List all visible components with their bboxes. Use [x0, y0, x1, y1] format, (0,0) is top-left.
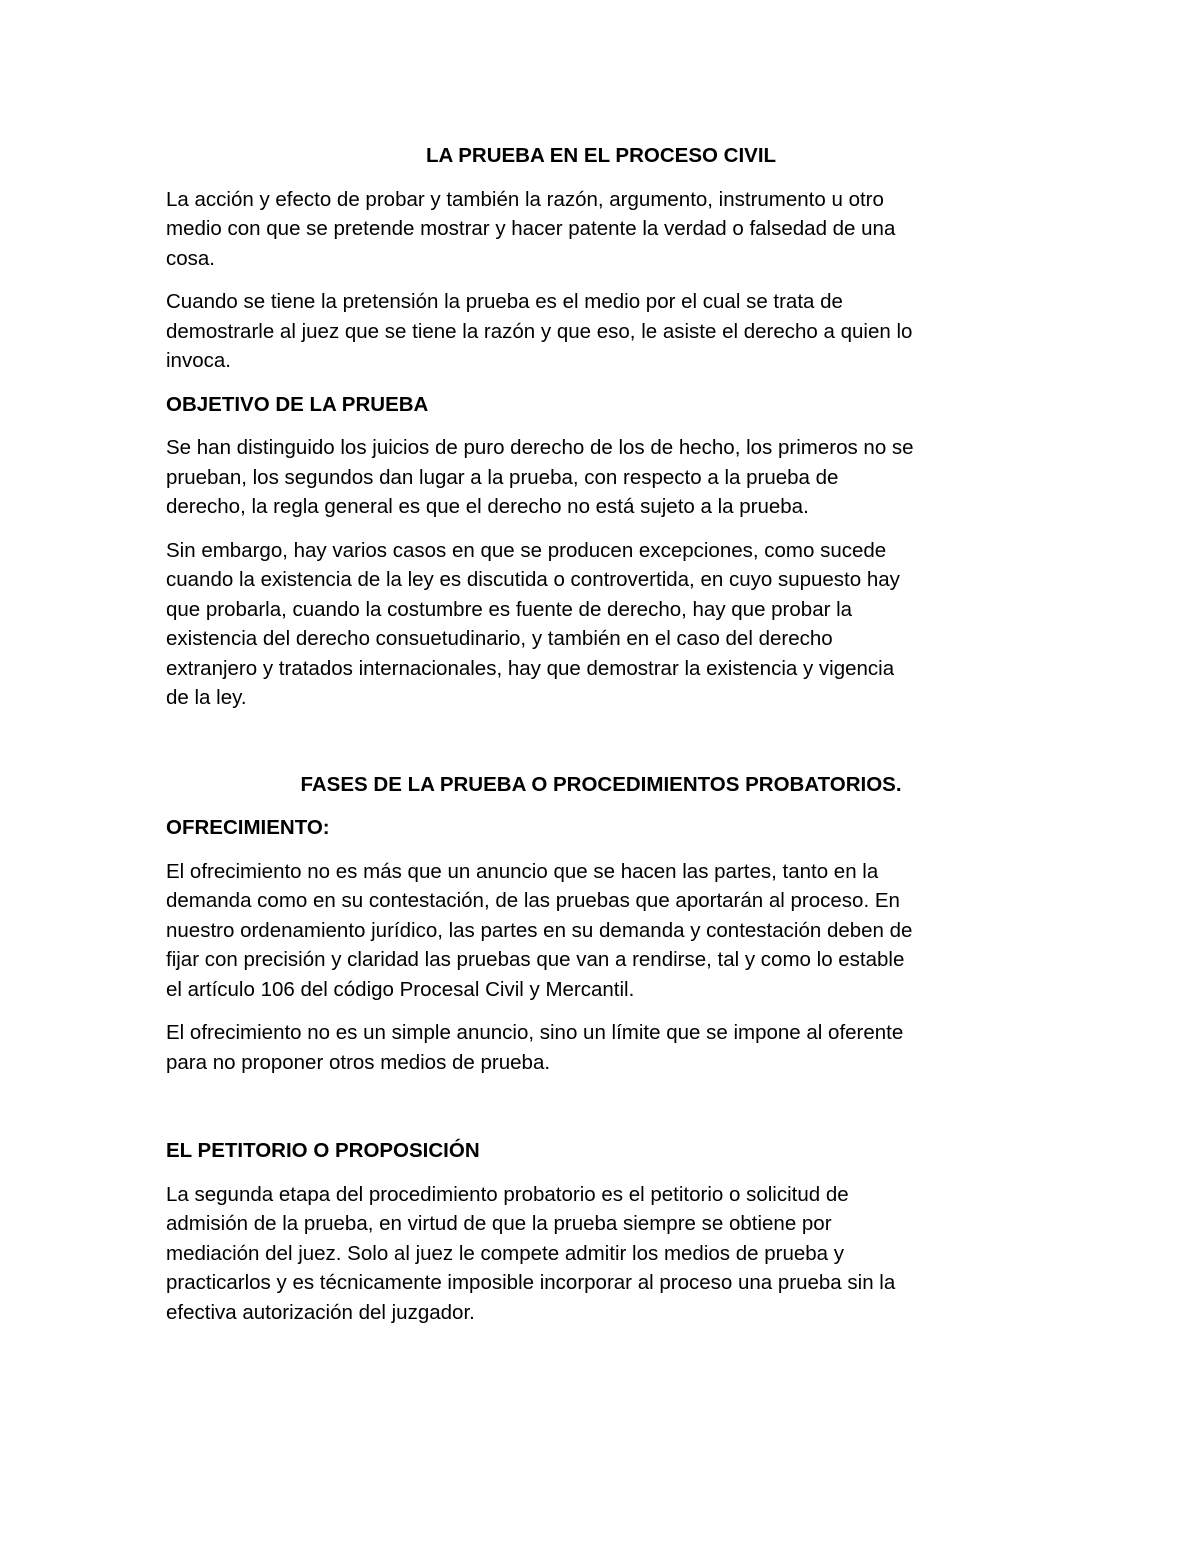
ofrecimiento-paragraph-2: [166, 1018, 1036, 1077]
text-line: mediación del juez. Solo al juez le compete admitir los medios de prueba y: [166, 1241, 845, 1265]
ofrecimiento-paragraph-1: [166, 857, 1036, 1005]
text-line: cuando la existencia de la ley es discutida o controvertida, en cuyo supuesto hay: [166, 568, 900, 591]
text-line: efectiva autorización del juzgador.: [166, 1300, 475, 1324]
text-line: nuestro ordenamiento jurídico, las partes en su demanda y contestación deben de: [166, 918, 913, 942]
text-line: demanda como en su contestación, de las pruebas que aportarán al proceso. En: [166, 889, 900, 912]
petitorio-paragraph-1: [166, 1180, 1036, 1328]
text-line: cosa.: [166, 246, 215, 270]
blank-line: [166, 727, 1036, 770]
text-line: para no proponer otros medios de prueba.: [166, 1050, 551, 1074]
text-line: Sin embargo, hay varios casos en que se producen excepciones, como sucede: [166, 538, 887, 562]
objetivo-paragraph-2: [166, 536, 1036, 713]
text-line: derecho, la regla general es que el derecho no está sujeto a la prueba.: [166, 495, 809, 518]
text-line: invoca.: [166, 349, 231, 372]
text-line: La acción y efecto de probar y también la razón, argumento, instrumento u otro: [166, 187, 884, 211]
text-line: de la ley.: [166, 686, 247, 709]
text-line: el artículo 106 del código Procesal Civil y Mercantil.: [166, 977, 635, 1001]
text-line: El ofrecimiento no es un simple anuncio, sino un límite que se impone al oferente: [166, 1021, 904, 1044]
text-line: medio con que se pretende mostrar y hacer patente la verdad o falsedad de una: [166, 217, 896, 240]
text-line: Se han distinguido los juicios de puro derecho de los de hecho, los primeros no se: [166, 436, 914, 459]
fases-heading: FASES DE LA PRUEBA O PROCEDIMIENTOS PROBATORIOS.: [300, 772, 902, 796]
intro-paragraph-1: [166, 185, 1036, 274]
petitorio-heading: EL PETITORIO O PROPOSICIÓN: [166, 1139, 480, 1162]
objetivo-heading: OBJETIVO DE LA PRUEBA: [166, 392, 429, 416]
text-line: que probarla, cuando la costumbre es fuente de derecho, hay que probar la: [166, 597, 853, 621]
text-line: prueban, los segundos dan lugar a la prueba, con respecto a la prueba de: [166, 465, 839, 489]
document-title: LA PRUEBA EN EL PROCESO CIVIL: [425, 144, 777, 167]
text-line: fijar con precisión y claridad las pruebas que van a rendirse, tal y como lo estable: [166, 948, 905, 971]
intro-paragraph-2: [166, 287, 1036, 376]
text-line: La segunda etapa del procedimiento probatorio es el petitorio o solicitud de: [166, 1182, 849, 1206]
document-page: [166, 141, 1036, 1341]
text-line: Cuando se tiene la pretensión la prueba es el medio por el cual se trata de: [166, 290, 843, 313]
objetivo-paragraph-1: [166, 433, 1036, 522]
text-line: demostrarle al juez que se tiene la razón y que eso, le asiste el derecho a quien lo: [166, 319, 913, 343]
text-line: existencia del derecho consuetudinario, y también en el caso del derecho: [166, 627, 833, 650]
ofrecimiento-heading: OFRECIMIENTO:: [166, 816, 330, 839]
text-line: admisión de la prueba, en virtud de que la prueba siempre se obtiene por: [166, 1212, 832, 1235]
text-line: El ofrecimiento no es más que un anuncio que se hacen las partes, tanto en la: [166, 859, 879, 883]
blank-line: [166, 1091, 1036, 1136]
text-line: practicarlos y es técnicamente imposible incorporar al proceso una prueba sin la: [166, 1271, 896, 1294]
text-line: extranjero y tratados internacionales, hay que demostrar la existencia y vigencia: [166, 656, 895, 680]
